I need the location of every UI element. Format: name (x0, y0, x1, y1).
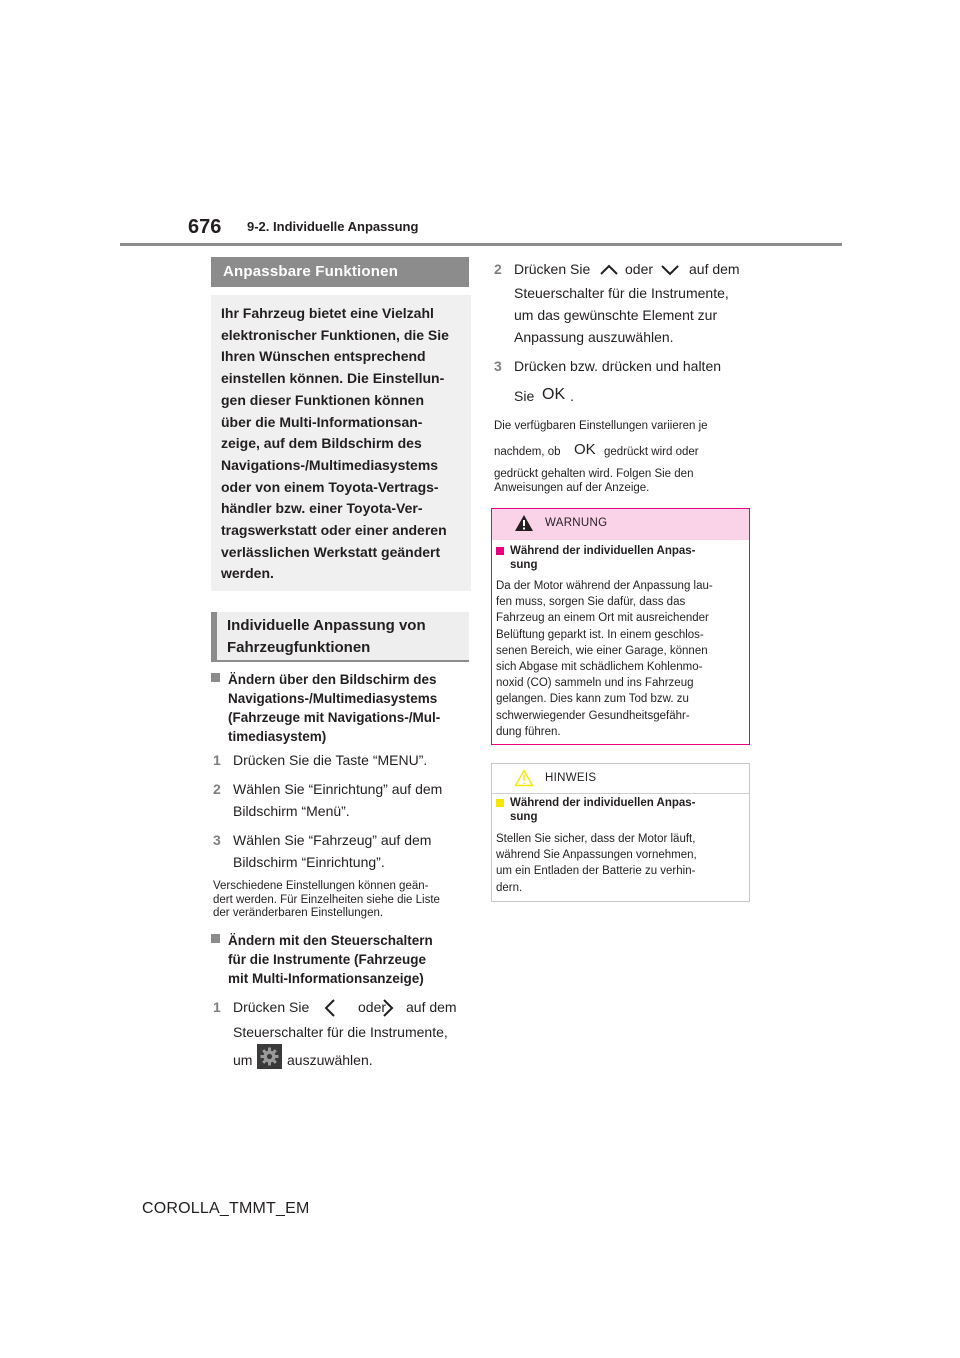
chevron-up-icon (599, 263, 619, 277)
intro-line: verlässlichen Werkstatt geändert (221, 543, 441, 560)
step-text: auszuwählen. (287, 1052, 373, 1068)
warning-body-line: fen muss, sorgen Sie dafür, dass das (496, 596, 686, 609)
section-title: 9-2. Individuelle Anpassung (247, 219, 419, 234)
step-text: Bildschirm “Menü”. (233, 802, 350, 819)
warning-body-line: Da der Motor während der Anpassung lau- (496, 580, 713, 592)
chevron-right-icon (381, 998, 395, 1018)
bullet-line: Ändern mit den Steuerschaltern (228, 933, 433, 948)
hinweis-sub-line: sung (510, 810, 538, 823)
step-text: . (570, 388, 574, 404)
intro-line: gen dieser Funktionen können (221, 391, 425, 408)
page-number: 676 (188, 216, 222, 238)
warning-body-line: sich Abgase mit schädlichem Kohlenmo- (496, 661, 703, 674)
warning-body-line: Fahrzeug an einem Ort mit ausreichender (496, 612, 709, 625)
warning-sub-line: sung (510, 558, 538, 571)
step-text: Steuerschalter für die Instrumente, (514, 285, 729, 301)
warning-body-line: gelangen. Dies kann zum Tod bzw. zu (496, 693, 689, 706)
note-line: Die verfügbaren Einstellungen variieren je (494, 420, 708, 432)
note-line: gedrückt gehalten wird. Folgen Sie den (494, 468, 694, 480)
hinweis-box (491, 763, 750, 902)
warning-triangle-icon (514, 514, 534, 532)
step-number: 1 (213, 752, 221, 768)
chevron-down-icon (660, 263, 680, 277)
hinweis-header (492, 764, 749, 794)
footer-doc-code: COROLLA_TMMT_EM (142, 1200, 310, 1217)
intro-line: tragswerkstatt oder einer anderen (221, 522, 447, 539)
step-3-fahrzeug (213, 830, 473, 874)
step-number: 1 (213, 999, 221, 1015)
step-text: Steuerschalter für die Instrumente, (233, 1024, 448, 1040)
warning-sub-line: Während der individuellen Anpas- (510, 545, 696, 557)
step-text: um das gewünschte Element zur (514, 307, 718, 323)
step-text: oder (625, 261, 654, 277)
step-2-einrichtung (213, 779, 473, 823)
warning-body-line: Belüftung geparkt ist. In einem geschlos- (496, 628, 704, 641)
step-number: 3 (213, 832, 221, 848)
warning-header (492, 509, 749, 540)
warning-body-line: noxid (CO) sammeln und ins Fahrzeug (496, 677, 694, 690)
warning-body-line: senen Bereich, wie einer Garage, können (496, 644, 708, 657)
bullet-line: timediasystem) (228, 729, 327, 744)
step-number: 2 (494, 261, 502, 277)
step-text: um (233, 1052, 253, 1068)
settings-gear-icon (257, 1044, 282, 1069)
hinweis-body (496, 831, 744, 896)
bullet-steuerschalter (211, 931, 471, 989)
step-text: Drücken Sie die Taste “MENU”. (233, 752, 428, 768)
step-text: Bildschirm “Einrichtung”. (233, 853, 385, 870)
note-line: nachdem, ob (494, 446, 561, 458)
step-number: 2 (213, 781, 221, 797)
note-line: Verschiedene Einstellungen können geän- (213, 880, 429, 892)
step-text: oder (358, 999, 387, 1015)
step-text: Anpassung auszuwählen. (514, 329, 674, 345)
note-line: gedrückt wird oder (604, 446, 699, 458)
bullet-square-icon (496, 547, 504, 555)
bullet-line: (Fahrzeuge mit Navigations-/Mul- (228, 710, 441, 725)
step-text: Sie (514, 388, 535, 404)
warning-body-line: dung führen. (496, 725, 561, 738)
intro-line: werden. (221, 565, 274, 582)
step-text: Drücken Sie (514, 261, 591, 277)
hinweis-body-line: dern. (496, 881, 523, 894)
warning-body-line: schwerwiegender Gesundheitsgefähr- (496, 709, 690, 722)
step-text: auf dem (406, 999, 457, 1015)
step-number: 3 (494, 358, 502, 374)
intro-line: händler bzw. einer Toyota-Ver- (221, 500, 423, 517)
bullet-line: Navigations-/Multimediasystems (228, 691, 438, 706)
step-1-steuerschalter (213, 997, 478, 1077)
individuelle-heading-line: Fahrzeugfunktionen (227, 638, 371, 656)
bullet-square-icon (211, 673, 220, 682)
intro-line: elektronischer Funktionen, die Sie (221, 326, 449, 343)
note-line: der veränderbaren Einstellungen. (213, 907, 384, 919)
individuelle-heading (211, 612, 469, 662)
anpassbare-heading: Anpassbare Funktionen (211, 257, 469, 287)
intro-line: einstellen können. Die Einstellun- (221, 370, 445, 387)
step-text: Wählen Sie “Einrichtung” auf dem (233, 781, 443, 797)
intro-box (211, 295, 471, 591)
step-text: auf dem (689, 261, 740, 277)
ok-button-icon: OK (542, 386, 566, 403)
step-2-element (494, 259, 754, 349)
intro-line: zeige, auf dem Bildschirm des (221, 435, 422, 452)
hinweis-body-line: um ein Entladen der Batterie zu verhin- (496, 865, 696, 878)
individuelle-heading-line: Individuelle Anpassung von (227, 617, 426, 634)
note-line: dert werden. Für Einzelheiten siehe die Liste (213, 893, 440, 906)
warning-label: WARNUNG (545, 517, 608, 529)
note-line: Anweisungen auf der Anzeige. (494, 482, 650, 494)
bullet-line: mit Multi-Informationsanzeige) (228, 971, 424, 986)
hinweis-label: HINWEIS (545, 772, 597, 784)
step-3-ok (494, 356, 754, 408)
caution-triangle-icon (514, 769, 534, 787)
warning-body (496, 578, 744, 740)
warning-box (491, 508, 750, 745)
header-rule (120, 243, 842, 246)
ok-button-icon: OK (574, 441, 596, 458)
step-1-menu (213, 750, 473, 772)
intro-line: Ihr Fahrzeug bietet eine Vielzahl (221, 305, 434, 321)
bullet-square-icon (211, 934, 220, 943)
bullet-line: Ändern über den Bildschirm des (228, 672, 437, 687)
bullet-navigation (211, 670, 471, 746)
hinweis-body-line: während Sie Anpassungen vornehmen, (496, 849, 697, 862)
intro-line: oder von einem Toyota-Vertrags- (221, 478, 439, 495)
intro-line: über die Multi-Informationsan- (221, 413, 423, 430)
note-variations (494, 420, 754, 502)
intro-line: Ihren Wünschen entsprechend (221, 348, 426, 365)
note-settings (213, 880, 473, 921)
bullet-line: für die Instrumente (Fahrzeuge (228, 952, 427, 967)
hinweis-sub-line: Während der individuellen Anpas- (510, 797, 696, 809)
bullet-square-icon (496, 799, 504, 807)
chevron-left-icon (323, 998, 337, 1018)
hinweis-body-line: Stellen Sie sicher, dass der Motor läuft, (496, 833, 696, 845)
step-text: Drücken bzw. drücken und halten (514, 358, 722, 374)
intro-line: Navigations-/Multimediasystems (221, 456, 439, 473)
step-text: Drücken Sie (233, 999, 310, 1015)
step-text: Wählen Sie “Fahrzeug” auf dem (233, 832, 432, 848)
